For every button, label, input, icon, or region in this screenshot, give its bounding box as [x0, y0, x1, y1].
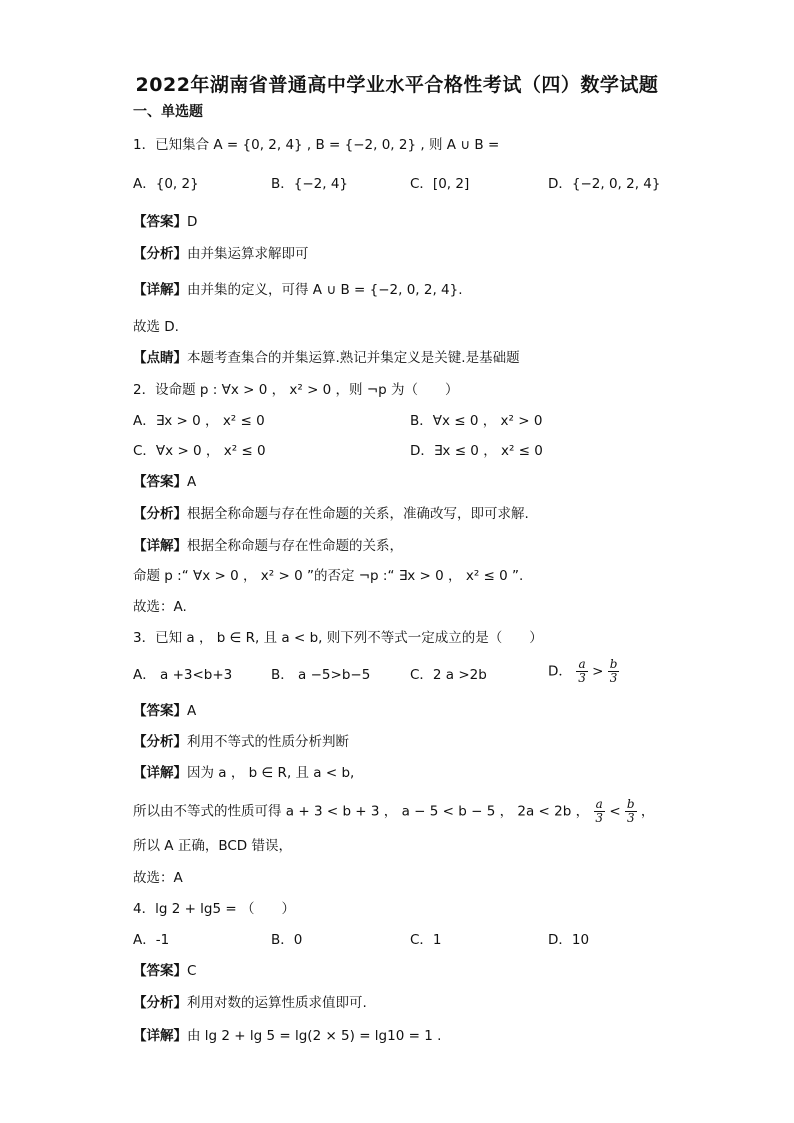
q3-detail-text: 因为 a ， b ∈ R, 且 a < b,	[187, 765, 355, 781]
fraction	[625, 798, 637, 825]
q4-answer	[133, 962, 196, 980]
fraction	[593, 798, 605, 825]
q1-answer-value: D	[187, 214, 198, 230]
q1-option-c: C．[0, 2]	[410, 176, 470, 192]
q4-option-c: C．1	[410, 932, 442, 948]
q3-conclusion: 故选：A	[133, 870, 183, 886]
fraction-denominator: 3	[595, 811, 604, 825]
q3-stem: 3．已知 a ， b ∈ R, 且 a < b, 则下列不等式一定成立的是（ ）	[133, 630, 543, 646]
analysis-label: 【分析】	[133, 995, 187, 1011]
q1-stem: 1．已知集合 A = {0, 2, 4} , B = {−2, 0, 2} , 则 A ∪ B =	[133, 137, 500, 153]
q1-comment	[133, 349, 520, 367]
fraction-numerator: b	[609, 657, 618, 671]
q3-detail-3: 所以 A 正确，BCD 错误，	[133, 838, 292, 854]
q2-conclusion: 故选：A.	[133, 599, 187, 615]
q3-detail	[133, 764, 354, 782]
q3-detail-2-text: 所以由不等式的性质可得 a + 3 < b + 3 ， a − 5 < b − 5 ， 2a < 2b ，	[133, 803, 590, 820]
q2-stem: 2．设命题 p : ∀x > 0 ， x² > 0 ，则 ¬p 为（ ）	[133, 382, 459, 398]
analysis-label: 【分析】	[133, 246, 187, 262]
detail-label: 【详解】	[133, 538, 187, 554]
q4-option-b: B．0	[271, 932, 303, 948]
q3-answer	[133, 702, 196, 720]
analysis-label: 【分析】	[133, 506, 187, 522]
q2-option-a: A．∃x > 0 ， x² ≤ 0	[133, 413, 265, 429]
q2-analysis-text: 根据全称命题与存在性命题的关系，准确改写，即可求解.	[187, 506, 529, 522]
q1-detail-text: 由并集的定义，可得 A ∪ B = {−2, 0, 2, 4}.	[187, 282, 463, 298]
q4-option-a: A．-1	[133, 932, 170, 948]
comment-label: 【点睛】	[133, 350, 187, 366]
q3-analysis-text: 利用不等式的性质分析判断	[187, 734, 349, 750]
q1-analysis	[133, 245, 309, 263]
q1-option-b: B．{−2, 4}	[271, 176, 349, 192]
q4-detail	[133, 1027, 441, 1045]
fraction-denominator: 3	[578, 671, 586, 685]
answer-label: 【答案】	[133, 214, 187, 230]
fraction-numerator: b	[626, 797, 635, 811]
analysis-label: 【分析】	[133, 734, 187, 750]
q4-option-d: D．10	[548, 932, 590, 948]
q3-option-d	[548, 658, 619, 685]
q2-answer-value: A	[187, 474, 197, 490]
page-title: 2022年湖南省普通高中学业水平合格性考试（四）数学试题	[135, 74, 659, 96]
q2-option-c: C．∀x > 0 ， x² ≤ 0	[133, 443, 266, 459]
detail-label: 【详解】	[133, 765, 187, 781]
fraction	[608, 658, 620, 685]
q1-detail	[133, 281, 463, 299]
q4-detail-text: 由 lg 2 + lg 5 = lg(2 × 5) = lg10 = 1 .	[187, 1028, 442, 1044]
q3-option-c: C．2 a >2b	[410, 667, 487, 683]
q2-detail-text: 根据全称命题与存在性命题的关系，	[187, 538, 403, 554]
q4-answer-value: C	[187, 963, 197, 979]
detail-label: 【详解】	[133, 282, 187, 298]
fraction-numerator: a	[595, 797, 603, 811]
q2-option-d: D．∃x ≤ 0 ， x² ≤ 0	[410, 443, 543, 459]
inequality-sign: <	[609, 803, 621, 820]
q2-option-b: B．∀x ≤ 0 ， x² > 0	[410, 413, 543, 429]
fraction-denominator: 3	[626, 811, 635, 825]
q1-analysis-text: 由并集运算求解即可	[187, 246, 309, 262]
q4-analysis-text: 利用对数的运算性质求值即可.	[187, 995, 367, 1011]
section-heading: 一、单选题	[133, 104, 203, 120]
q1-conclusion: 故选 D.	[133, 319, 179, 335]
q3-detail-2-suffix: ，	[640, 803, 655, 820]
fraction	[576, 658, 588, 685]
fraction-numerator: a	[578, 657, 586, 671]
q1-comment-text: 本题考查集合的并集运算.熟记并集定义是关键.是基础题	[187, 350, 520, 366]
q4-analysis	[133, 994, 367, 1012]
q3-option-d-label: D．	[548, 663, 572, 680]
q1-answer	[133, 213, 197, 231]
q3-option-b: B． a −5>b−5	[271, 667, 371, 683]
inequality-sign: >	[592, 663, 604, 680]
q3-analysis	[133, 733, 349, 751]
q3-option-a: A． a +3<b+3	[133, 667, 233, 683]
q2-analysis	[133, 505, 529, 523]
answer-label: 【答案】	[133, 703, 187, 719]
answer-label: 【答案】	[133, 474, 187, 490]
fraction-denominator: 3	[609, 671, 618, 685]
q3-answer-value: A	[187, 703, 197, 719]
detail-label: 【详解】	[133, 1028, 187, 1044]
q2-answer	[133, 473, 196, 491]
q4-stem: 4．lg 2 + lg5 = （ ）	[133, 901, 295, 917]
q1-option-d: D．{−2, 0, 2, 4}	[548, 176, 661, 192]
q2-detail	[133, 537, 403, 555]
q1-option-a: A．{0, 2}	[133, 176, 199, 192]
q3-detail-2	[133, 798, 654, 825]
q2-detail-2: 命题 p :“ ∀x > 0 ， x² > 0 ”的否定 ¬p :“ ∃x > 0 ， x² ≤ 0 ”.	[133, 568, 524, 584]
answer-label: 【答案】	[133, 963, 187, 979]
